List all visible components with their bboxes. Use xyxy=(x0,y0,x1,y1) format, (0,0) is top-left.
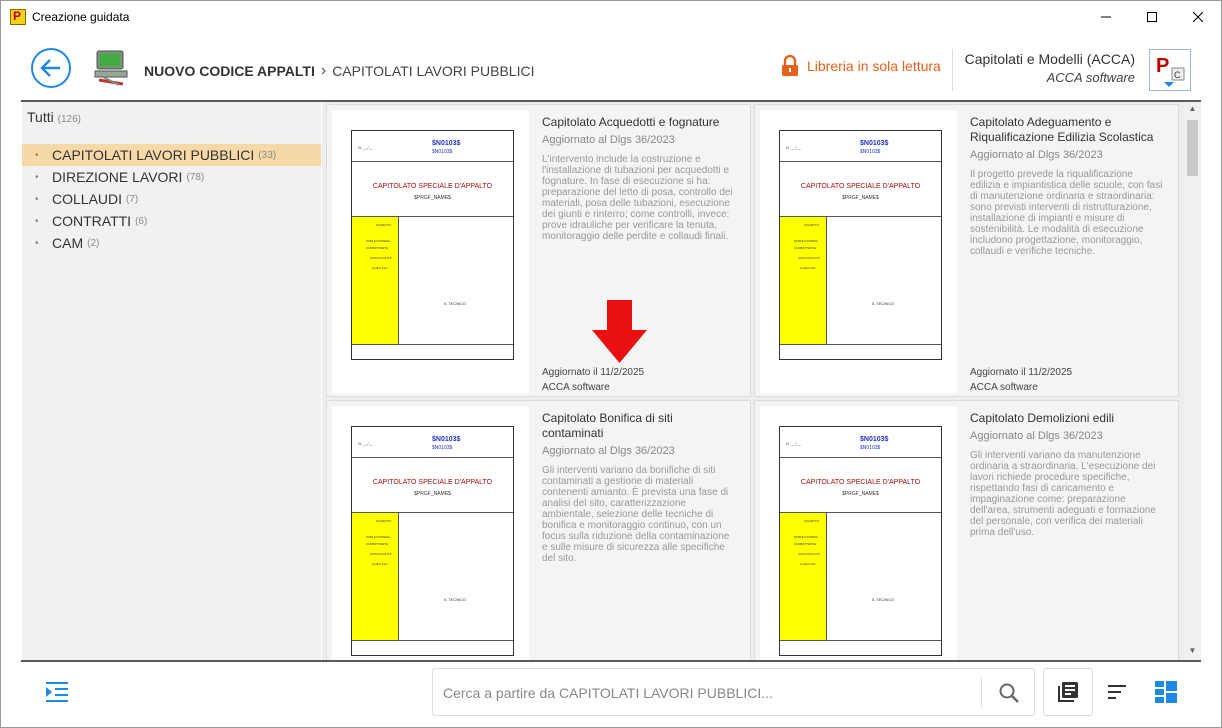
doc-small-caption: N. __/__ xyxy=(358,441,374,446)
doc-rule xyxy=(780,457,941,458)
card-vendor: ACCA software xyxy=(542,382,610,393)
doc-yellow-band xyxy=(352,217,399,344)
title-bar xyxy=(1,1,1221,33)
doc-row-label: OGGETTO: xyxy=(804,223,820,227)
template-card[interactable] xyxy=(754,104,1179,397)
search-input[interactable] xyxy=(443,683,973,703)
document-preview xyxy=(351,426,514,656)
primus-library-icon xyxy=(1150,50,1190,90)
window-title: Creazione guidata xyxy=(32,10,130,24)
doc-row-label: CAP/LOCALITÀ: xyxy=(370,552,393,556)
card-updated: Aggiornato il 11/2/2025 xyxy=(970,367,1073,378)
card-footer xyxy=(970,365,1072,395)
doc-title: CAPITOLATO SPECIALE D'APPALTO xyxy=(372,479,493,486)
sidebar-item-contratti[interactable] xyxy=(22,210,321,232)
card-description: L'intervento include la costruzione e l'installazione di tubazioni per acquedotti e fognature. In fase di esecuzione si ha: preparazione del letto di posa, controllo dei materiali, posa delle tubazioni, esecuzione dei giunti e rinterro; come controlli, invece: prove idrauliche per verificare la tenuta, monitoraggio delle perdite e collaudi finali. xyxy=(542,154,733,242)
library-button[interactable] xyxy=(1149,49,1191,91)
document-thumbnail xyxy=(332,406,529,660)
card-text xyxy=(542,411,737,564)
library-info xyxy=(965,51,1135,85)
breadcrumb-current: CAPITOLATI LAVORI PUBBLICI xyxy=(332,63,535,79)
card-updated: Aggiornato il 11/2/2025 xyxy=(542,367,645,378)
vertical-scrollbar[interactable] xyxy=(1184,102,1201,660)
back-button[interactable] xyxy=(31,48,71,88)
breadcrumb xyxy=(144,62,534,80)
svg-text:C: C xyxy=(1174,70,1181,80)
grid-view-button[interactable] xyxy=(1153,679,1179,705)
doc-row-label: OGGETTO: xyxy=(804,519,820,523)
doc-subtitle: $PRGF_NAME$ xyxy=(414,195,451,201)
doc-rule xyxy=(352,457,513,458)
sidebar-all-item[interactable] xyxy=(27,109,81,125)
doc-row-label: Codice Fisc: xyxy=(800,562,817,566)
scrollbar-thumb[interactable] xyxy=(1187,120,1198,176)
search-divider xyxy=(981,677,982,709)
doc-row-label: Codice Fisc: xyxy=(372,562,389,566)
document-thumbnail xyxy=(760,406,957,660)
card-text xyxy=(970,411,1165,538)
sidebar-item-count: (2) xyxy=(87,237,100,249)
card-description: Gli interventi variano da manutenzione ordinaria a straordinaria. L'esecuzione dei lavori richiede procedure specifiche, rispettando fasi di caricamento e impaginazione come: preparazione dell'area, strumenti adeguati e formazione del personale, con verifica dei materiali prima dell'uso. xyxy=(970,450,1156,538)
library-title: Capitolati e Modelli (ACCA) xyxy=(964,51,1135,67)
sidebar-toggle-icon[interactable] xyxy=(45,681,69,703)
doc-row-label: PARTE D'OPERA: xyxy=(366,239,391,243)
window-controls xyxy=(1083,1,1221,33)
sidebar-item-count: (78) xyxy=(186,171,205,183)
sidebar-item-label: CAPITOLATI LAVORI PUBBLICI xyxy=(52,147,255,163)
doc-code: $N0103$ xyxy=(432,436,461,443)
document-preview xyxy=(351,130,514,360)
card-title: Capitolato Bonifica di siti contaminati xyxy=(542,411,673,440)
scroll-down-icon[interactable]: ▼ xyxy=(1188,646,1197,655)
header-divider xyxy=(952,49,953,91)
doc-code: $N0103$ xyxy=(860,436,889,443)
template-card[interactable] xyxy=(326,104,751,397)
close-button[interactable] xyxy=(1175,1,1221,33)
grid-view-icon xyxy=(1154,680,1178,704)
document-thumbnail xyxy=(760,110,957,393)
template-card[interactable] xyxy=(326,400,751,660)
breadcrumb-separator: › xyxy=(320,62,327,79)
sort-icon xyxy=(1106,684,1128,700)
red-arrow-down-icon xyxy=(592,300,647,363)
doc-yellow-band xyxy=(780,217,827,344)
doc-row-label: COMMITTENTE: xyxy=(366,542,389,546)
document-preview xyxy=(779,130,942,360)
document-thumbnail xyxy=(332,110,529,393)
template-card[interactable] xyxy=(754,400,1179,660)
minimize-icon xyxy=(1101,12,1111,22)
back-arrow-icon xyxy=(40,57,62,79)
card-title: Capitolato Acquedotti e fognature xyxy=(542,115,720,129)
sort-button[interactable] xyxy=(1104,679,1130,705)
breadcrumb-root[interactable]: NUOVO CODICE APPALTI xyxy=(144,63,315,79)
search-icon[interactable] xyxy=(998,682,1020,704)
card-description: Gli interventi variano da bonifiche di siti contaminati a gestione di materiali contenenti amianto. È prevista una fase di analisi del sito, caratterizzazione ambientale, selezione delle tecniche di bonifica e monitoraggio continuo, con un focus sulla riduzione della contaminazione e sulle misure di sicurezza alle specifiche del sito. xyxy=(542,465,730,564)
sidebar-all-label: Tutti xyxy=(27,109,54,125)
doc-rule xyxy=(780,640,941,641)
library-docs-button[interactable] xyxy=(1043,668,1093,716)
doc-rule xyxy=(352,640,513,641)
doc-subtitle: $PRGF_NAME$ xyxy=(842,491,879,497)
doc-yellow-band xyxy=(352,513,399,640)
library-vendor: ACCA software xyxy=(1046,70,1135,85)
bullet-icon: • xyxy=(35,149,39,161)
card-law: Aggiornato al Dlgs 36/2023 xyxy=(970,430,1103,442)
doc-title: CAPITOLATO SPECIALE D'APPALTO xyxy=(800,183,921,190)
document-preview xyxy=(779,426,942,656)
category-sidebar xyxy=(22,102,321,660)
doc-subtitle: $PRGF_NAME$ xyxy=(414,491,451,497)
lock-icon xyxy=(781,55,799,77)
doc-small-caption: N. __/__ xyxy=(786,145,802,150)
doc-technician: IL TECNICO xyxy=(444,597,467,602)
doc-title: CAPITOLATO SPECIALE D'APPALTO xyxy=(800,479,921,486)
sidebar-item-count: (6) xyxy=(135,215,148,227)
card-text xyxy=(542,115,737,242)
card-text xyxy=(970,115,1165,257)
doc-small-caption: N. __/__ xyxy=(358,145,374,150)
sidebar-item-capitolati[interactable] xyxy=(22,144,321,166)
card-footer xyxy=(542,365,644,395)
sidebar-all-count: (126) xyxy=(57,114,81,125)
sidebar-item-label: CAM xyxy=(52,235,84,251)
doc-yellow-band xyxy=(780,513,827,640)
primus-app-icon xyxy=(10,9,26,25)
doc-row-label: Codice Fisc: xyxy=(372,266,389,270)
doc-technician: IL TECNICO xyxy=(872,301,895,306)
sidebar-item-cam[interactable] xyxy=(22,232,321,254)
card-law: Aggiornato al Dlgs 36/2023 xyxy=(542,445,675,457)
doc-technician: IL TECNICO xyxy=(444,301,467,306)
header xyxy=(1,33,1221,99)
doc-rule xyxy=(780,344,941,345)
bullet-icon: • xyxy=(35,193,39,205)
bullet-icon: • xyxy=(35,237,39,249)
doc-small-caption: N. __/__ xyxy=(786,441,802,446)
doc-row-label: PARTE D'OPERA: xyxy=(794,239,819,243)
doc-rule xyxy=(352,161,513,162)
doc-rule xyxy=(352,344,513,345)
doc-code-secondary: $N0103$ xyxy=(432,149,453,155)
workstation-icon xyxy=(91,47,131,87)
readonly-indicator xyxy=(781,55,941,77)
card-vendor: ACCA software xyxy=(970,382,1038,393)
sidebar-item-label: DIREZIONE LAVORI xyxy=(52,169,183,185)
doc-row-label: OGGETTO: xyxy=(376,519,392,523)
doc-technician: IL TECNICO xyxy=(872,597,895,602)
sidebar-item-collaudi[interactable] xyxy=(22,188,321,210)
doc-title: CAPITOLATO SPECIALE D'APPALTO xyxy=(372,183,493,190)
sidebar-item-label: CONTRATTI xyxy=(52,213,132,229)
doc-subtitle: $PRGF_NAME$ xyxy=(842,195,879,201)
sidebar-item-direzione-lavori[interactable] xyxy=(22,166,321,188)
doc-code: $N0103$ xyxy=(860,140,889,147)
card-law: Aggiornato al Dlgs 36/2023 xyxy=(970,149,1103,161)
doc-row-label: PARTE D'OPERA: xyxy=(366,535,391,539)
card-title: Capitolato Adeguamento e Riqualificazione Edilizia Scolastica xyxy=(970,115,1154,144)
card-description: Il progetto prevede la riqualificazione edilizia e impiantistica delle scuole, con fasi di manutenzione ordinaria e straordinaria: sono previsti interventi di ristrutturazione, installazione di impianti e misure di sostenibilità. Le modalità di esecuzione includono progettazione, monitoraggio, collaudi e verifiche tecniche. xyxy=(970,169,1163,257)
maximize-icon xyxy=(1147,12,1157,22)
doc-row-label: Codice Fisc: xyxy=(800,266,817,270)
readonly-label: Libreria in sola lettura xyxy=(807,58,941,74)
doc-row-label: PARTE D'OPERA: xyxy=(794,535,819,539)
footer-separator xyxy=(21,660,1201,662)
doc-code: $N0103$ xyxy=(432,140,461,147)
sidebar-item-label: COLLAUDI xyxy=(52,191,123,207)
doc-row-label: COMMITTENTE: xyxy=(794,542,817,546)
maximize-button[interactable] xyxy=(1129,1,1175,33)
doc-code-secondary: $N0103$ xyxy=(860,445,881,451)
close-icon xyxy=(1193,12,1203,22)
doc-rule xyxy=(780,161,941,162)
category-list xyxy=(22,144,321,254)
doc-code-secondary: $N0103$ xyxy=(860,149,881,155)
doc-row-label: OGGETTO: xyxy=(376,223,392,227)
minimize-button[interactable] xyxy=(1083,1,1129,33)
template-grid xyxy=(322,102,1184,660)
library-docs-icon xyxy=(1057,681,1079,703)
doc-row-label: COMMITTENTE: xyxy=(794,246,817,250)
doc-row-label: CAP/LOCALITÀ: xyxy=(370,256,393,260)
doc-row-label: CAP/LOCALITÀ: xyxy=(798,256,821,260)
doc-row-label: CAP/LOCALITÀ: xyxy=(798,552,821,556)
svg-text:P: P xyxy=(1156,55,1170,77)
search-box xyxy=(432,668,1035,716)
doc-row-label: COMMITTENTE: xyxy=(366,246,389,250)
scroll-up-icon[interactable]: ▲ xyxy=(1188,104,1197,113)
doc-code-secondary: $N0103$ xyxy=(432,445,453,451)
card-law: Aggiornato al Dlgs 36/2023 xyxy=(542,134,675,146)
sidebar-item-count: (33) xyxy=(258,149,277,161)
bullet-icon: • xyxy=(35,171,39,183)
sidebar-item-count: (7) xyxy=(126,193,139,205)
card-title: Capitolato Demolizioni edili xyxy=(970,411,1115,425)
bullet-icon: • xyxy=(35,215,39,227)
